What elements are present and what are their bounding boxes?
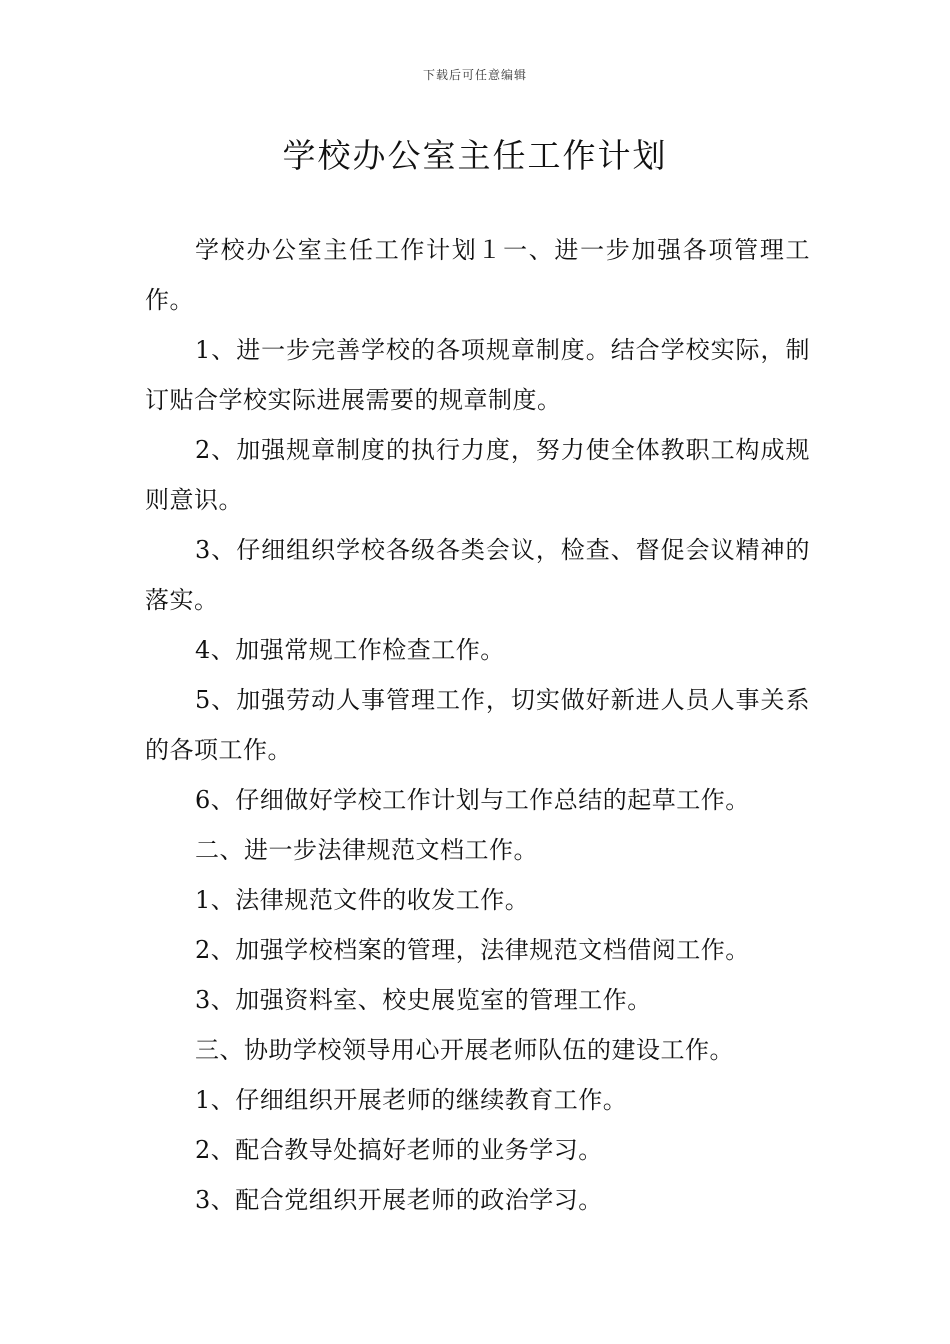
paragraph: 2、加强学校档案的管理，法律规范文档借阅工作。 [195, 936, 750, 964]
paragraph: 4、加强常规工作检查工作。 [195, 636, 505, 664]
paragraph: 2、加强规章制度的执行力度，努力使全体教职工构成规则意识。 [145, 436, 810, 514]
paragraph: 1、法律规范文件的收发工作。 [195, 886, 530, 914]
paragraph: 3、配合党组织开展老师的政治学习。 [195, 1186, 603, 1214]
paragraph: 1、进一步完善学校的各项规章制度。结合学校实际，制订贴合学校实际进展需要的规章制度。 [145, 336, 810, 414]
paragraph: 三、协助学校领导用心开展老师队伍的建设工作。 [195, 1036, 734, 1064]
paragraph: 2、配合教导处搞好老师的业务学习。 [195, 1136, 603, 1164]
paragraph: 学校办公室主任工作计划１一、进一步加强各项管理工作。 [145, 236, 810, 314]
document-title: 学校办公室主任工作计划 [282, 136, 668, 175]
document-body [145, 225, 810, 1225]
paragraph: 5、加强劳动人事管理工作，切实做好新进人员人事关系的各项工作。 [145, 686, 810, 764]
paragraph: 1、仔细组织开展老师的继续教育工作。 [195, 1086, 628, 1114]
paragraph: 3、加强资料室、校史展览室的管理工作。 [195, 986, 652, 1014]
header-note: 下载后可任意编辑 [422, 68, 527, 82]
paragraph: 3、仔细组织学校各级各类会议，检查、督促会议精神的落实。 [145, 536, 810, 614]
paragraph: 二、进一步法律规范文档工作。 [195, 836, 538, 864]
paragraph: 6、仔细做好学校工作计划与工作总结的起草工作。 [195, 786, 750, 814]
